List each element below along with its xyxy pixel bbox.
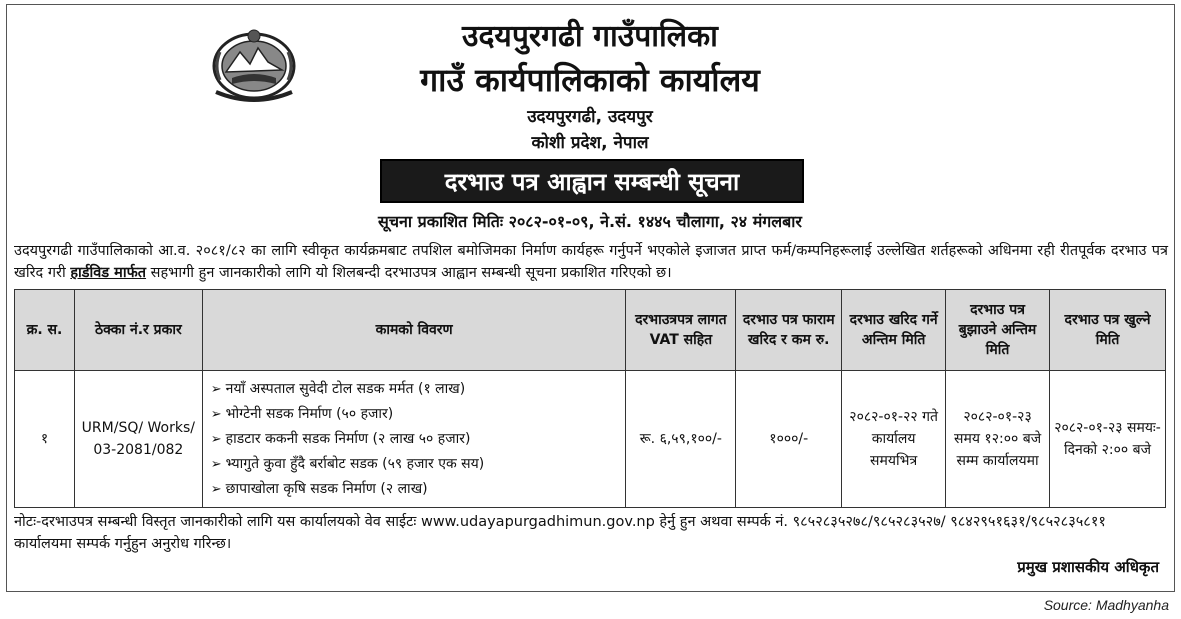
header-purchase-deadline: दरभाउ खरिद गर्ने अन्तिम मिति	[842, 290, 946, 371]
intro-text-1: उदयपुरगढी गाउँपालिकाको आ.व. २०८१/८२ का लागि स्वीकृत कार्यक्रमबाट तपशिल बमोजिमका निर्माण कार्यहरू गर्नुपर्ने भएकोले इजाजत प्राप्त फर्म/कम्पनिहरूलाई उल्लेखित शर्तहरूको अधिनमा रही रीतपूर्वक दरभाउ पत्र खरिद गरी	[14, 243, 1168, 281]
works-list	[207, 377, 622, 502]
header-submission-deadline: दरभाउ पत्र बुझाउने अन्तिम मिति	[946, 290, 1050, 371]
intro-text-2: सहभागी हुन जानकारीको लागि यो शिलबन्दी दरभाउपत्र आह्वान सम्बन्धी सूचना प्रकाशित गरिएको छ।	[150, 265, 672, 281]
footer-note: नोटः-दरभाउपत्र सम्बन्धी विस्तृत जानकारीको लागि यस कार्यालयको वेव साईटः www.udayapurgadhimun.gov.np हेर्नु हुन अथवा सम्पर्क नं. ९८५२८३५२७८/९८५२८३५२७/ ९८४२९५१६३१/९८५२८३५८११ कार्यालयमा सम्पर्क गर्नुहुन अनुरोध गरिन्छ।	[14, 514, 1106, 552]
work-item-label: हाडटार ककनी सडक निर्माण (२ लाख ५० हजार)	[225, 430, 471, 447]
table-row	[15, 371, 1166, 508]
header-contract: ठेक्का नं.र प्रकार	[74, 290, 202, 371]
arrow-bullet-icon: ➢	[210, 406, 222, 422]
list-item	[211, 427, 622, 452]
office-name: गाउँ कार्यपालिकाको कार्यालय	[420, 61, 760, 99]
publish-date: सूचना प्रकाशित मितिः २०८२-०१-०९, ने.सं. १४४५ चौलागा, २४ मंगलबार	[378, 212, 802, 231]
work-item-label: भोग्टेनी सडक निर्माण (५० हजार)	[225, 405, 394, 422]
cell-contract: URM/SQ/ Works/ 03-2081/082	[74, 371, 202, 508]
cell-purchase-deadline: २०८२-०१-२२ गते कार्यालय समयभित्र	[842, 371, 946, 508]
notice-title: दरभाउ पत्र आह्वान सम्बन्धी सूचना	[380, 159, 804, 203]
intro-paragraph	[14, 240, 1168, 284]
list-item	[211, 402, 622, 427]
header-opening-date: दरभाउ पत्र खुल्ने मिति	[1050, 290, 1166, 371]
source-credit: Source: Madhyanha	[1043, 597, 1169, 613]
cell-cost: रू. ६,५९,१००/-	[626, 371, 736, 508]
signoff-title: प्रमुख प्रशासकीय अधिकृत	[1017, 558, 1159, 576]
cell-opening-date: २०८२-०१-२३ समयः- दिनको २:०० बजे	[1050, 371, 1166, 508]
intro-highlight: हार्डविड मार्फत	[70, 265, 147, 281]
work-item-label: नयाँ अस्पताल सुवेदी टोल सडक मर्मत (१ लाख)	[225, 380, 466, 397]
header-cost: दरभाउत्रपत्र लागत VAT सहित	[626, 290, 736, 371]
cell-form-fee: १०००/-	[736, 371, 842, 508]
tender-table	[14, 289, 1166, 508]
list-item	[211, 452, 622, 477]
office-province: कोशी प्रदेश, नेपाल	[531, 133, 649, 153]
arrow-bullet-icon: ➢	[210, 381, 222, 397]
office-location: उदयपुरगढी, उदयपुर	[527, 107, 653, 127]
header-description: कामको विवरण	[202, 290, 626, 371]
work-item-label: भ्यागुते कुवा हुँदै बर्राबोट सडक (५९ हजार एक सय)	[225, 455, 485, 472]
cell-serial: १	[15, 371, 75, 508]
arrow-bullet-icon: ➢	[210, 481, 222, 497]
table-header-row	[15, 290, 1166, 371]
municipality-name: उदयपुरगढी गाउँपालिका	[462, 19, 718, 54]
nepal-emblem-icon	[206, 22, 302, 106]
cell-submission-deadline: २०८२-०१-२३ समय १२:०० बजे सम्म कार्यालयमा	[946, 371, 1050, 508]
header-form-fee: दरभाउ पत्र फाराम खरिद र कम रु.	[736, 290, 842, 371]
arrow-bullet-icon: ➢	[210, 431, 222, 447]
work-item-label: छापाखोला कृषि सडक निर्माण (२ लाख)	[225, 480, 428, 497]
arrow-bullet-icon: ➢	[210, 456, 222, 472]
list-item	[211, 377, 622, 402]
cell-description	[202, 371, 626, 508]
list-item	[211, 477, 622, 502]
header-serial: क्र. स.	[15, 290, 75, 371]
